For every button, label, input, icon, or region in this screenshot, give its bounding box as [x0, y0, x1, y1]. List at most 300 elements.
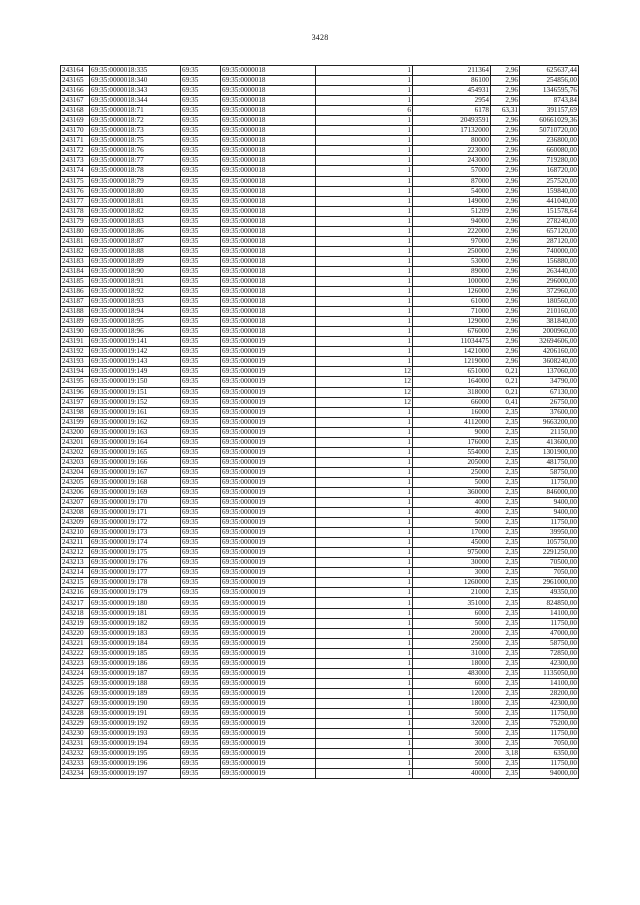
- row-id-cell: 243232: [61, 749, 90, 759]
- group-code-cell: 1: [316, 236, 413, 246]
- cadastral-quarter-cell: 69:35:0000018: [221, 287, 316, 297]
- cadastral-quarter-cell: 69:35:0000018: [221, 266, 316, 276]
- cadastral-number-cell: 69:35:0000018:79: [90, 176, 181, 186]
- specific-value-cell: 2,96: [491, 337, 520, 347]
- cadastral-quarter-cell: 69:35:0000019: [221, 658, 316, 668]
- table-row: [61, 467, 579, 477]
- row-id-cell: 243177: [61, 196, 90, 206]
- specific-value-cell: 2,35: [491, 769, 520, 779]
- cadastral-quarter-cell: 69:35:0000018: [221, 96, 316, 106]
- cadastral-quarter-cell: 69:35:0000019: [221, 367, 316, 377]
- cadastral-value-cell: 1301900,00: [520, 447, 579, 457]
- row-id-cell: 243173: [61, 156, 90, 166]
- zone-code-cell: 69:35: [181, 648, 221, 658]
- cadastral-number-cell: 69:35:0000019:184: [90, 638, 181, 648]
- cadastral-quarter-cell: 69:35:0000019: [221, 487, 316, 497]
- table-row: [61, 246, 579, 256]
- group-code-cell: 1: [316, 297, 413, 307]
- specific-value-cell: 2,35: [491, 688, 520, 698]
- group-code-cell: 1: [316, 759, 413, 769]
- cadastral-value-cell: 28200,00: [520, 688, 579, 698]
- row-id-cell: 243190: [61, 327, 90, 337]
- zone-code-cell: 69:35: [181, 729, 221, 739]
- zone-code-cell: 69:35: [181, 578, 221, 588]
- group-code-cell: 1: [316, 116, 413, 126]
- cadastral-number-cell: 69:35:0000019:178: [90, 578, 181, 588]
- zone-code-cell: 69:35: [181, 276, 221, 286]
- cadastral-value-cell: 58750,00: [520, 467, 579, 477]
- area-cell: 54000: [413, 186, 491, 196]
- cadastral-quarter-cell: 69:35:0000019: [221, 698, 316, 708]
- table-row: [61, 276, 579, 286]
- row-id-cell: 243229: [61, 719, 90, 729]
- table-row: [61, 719, 579, 729]
- cadastral-number-cell: 69:35:0000019:180: [90, 598, 181, 608]
- group-code-cell: 1: [316, 126, 413, 136]
- row-id-cell: 243195: [61, 377, 90, 387]
- table-row: [61, 568, 579, 578]
- specific-value-cell: 2,96: [491, 256, 520, 266]
- cadastral-value-cell: 11750,00: [520, 709, 579, 719]
- cadastral-number-cell: 69:35:0000019:188: [90, 678, 181, 688]
- table-row: [61, 678, 579, 688]
- cadastral-quarter-cell: 69:35:0000019: [221, 437, 316, 447]
- area-cell: 18000: [413, 698, 491, 708]
- zone-code-cell: 69:35: [181, 759, 221, 769]
- cadastral-value-cell: 11750,00: [520, 477, 579, 487]
- row-id-cell: 243204: [61, 467, 90, 477]
- cadastral-number-cell: 69:35:0000018:76: [90, 146, 181, 156]
- row-id-cell: 243216: [61, 588, 90, 598]
- area-cell: 16000: [413, 407, 491, 417]
- cadastral-number-cell: 69:35:0000018:92: [90, 287, 181, 297]
- row-id-cell: 243214: [61, 568, 90, 578]
- row-id-cell: 243217: [61, 598, 90, 608]
- cadastral-quarter-cell: 69:35:0000019: [221, 387, 316, 397]
- row-id-cell: 243181: [61, 236, 90, 246]
- cadastral-number-cell: 69:35:0000019:163: [90, 427, 181, 437]
- cadastral-value-cell: 740000,00: [520, 246, 579, 256]
- specific-value-cell: 2,96: [491, 297, 520, 307]
- cadastral-quarter-cell: 69:35:0000018: [221, 166, 316, 176]
- area-cell: 243000: [413, 156, 491, 166]
- cadastral-quarter-cell: 69:35:0000019: [221, 498, 316, 508]
- row-id-cell: 243179: [61, 216, 90, 226]
- cadastral-quarter-cell: 69:35:0000019: [221, 337, 316, 347]
- table-row: [61, 518, 579, 528]
- row-id-cell: 243172: [61, 146, 90, 156]
- table-row: [61, 447, 579, 457]
- specific-value-cell: 2,96: [491, 206, 520, 216]
- table-row: [61, 196, 579, 206]
- row-id-cell: 243230: [61, 729, 90, 739]
- area-cell: 651000: [413, 367, 491, 377]
- area-cell: 676000: [413, 327, 491, 337]
- cadastral-quarter-cell: 69:35:0000018: [221, 307, 316, 317]
- area-cell: 57000: [413, 166, 491, 176]
- cadastral-value-cell: 34790,00: [520, 377, 579, 387]
- specific-value-cell: 2,96: [491, 66, 520, 76]
- group-code-cell: 1: [316, 698, 413, 708]
- row-id-cell: 243220: [61, 628, 90, 638]
- specific-value-cell: 2,35: [491, 668, 520, 678]
- table-row: [61, 206, 579, 216]
- row-id-cell: 243218: [61, 608, 90, 618]
- row-id-cell: 243211: [61, 538, 90, 548]
- area-cell: 483000: [413, 668, 491, 678]
- area-cell: 318000: [413, 387, 491, 397]
- cadastral-value-cell: 257520,00: [520, 176, 579, 186]
- cadastral-number-cell: 69:35:0000019:191: [90, 709, 181, 719]
- table-row: [61, 538, 579, 548]
- zone-code-cell: 69:35: [181, 337, 221, 347]
- cadastral-value-cell: 287120,00: [520, 236, 579, 246]
- cadastral-value-cell: 210160,00: [520, 307, 579, 317]
- table-row: [61, 498, 579, 508]
- table-row: [61, 578, 579, 588]
- group-code-cell: 1: [316, 287, 413, 297]
- table-row: [61, 658, 579, 668]
- group-code-cell: 1: [316, 749, 413, 759]
- table-row: [61, 347, 579, 357]
- cadastral-value-cell: 7050,00: [520, 739, 579, 749]
- specific-value-cell: 2,35: [491, 628, 520, 638]
- zone-code-cell: 69:35: [181, 407, 221, 417]
- group-code-cell: 1: [316, 487, 413, 497]
- cadastral-value-cell: 2961000,00: [520, 578, 579, 588]
- cadastral-quarter-cell: 69:35:0000019: [221, 477, 316, 487]
- group-code-cell: 1: [316, 266, 413, 276]
- table-row: [61, 698, 579, 708]
- cadastral-value-cell: 42300,00: [520, 658, 579, 668]
- area-cell: 126000: [413, 287, 491, 297]
- table-row: [61, 76, 579, 86]
- cadastral-number-cell: 69:35:0000019:161: [90, 407, 181, 417]
- row-id-cell: 243225: [61, 678, 90, 688]
- area-cell: 3000: [413, 568, 491, 578]
- cadastral-number-cell: 69:35:0000018:335: [90, 66, 181, 76]
- cadastral-value-cell: 846000,00: [520, 487, 579, 497]
- zone-code-cell: 69:35: [181, 628, 221, 638]
- row-id-cell: 243221: [61, 638, 90, 648]
- row-id-cell: 243182: [61, 246, 90, 256]
- area-cell: 6000: [413, 608, 491, 618]
- specific-value-cell: 2,96: [491, 307, 520, 317]
- zone-code-cell: 69:35: [181, 417, 221, 427]
- cadastral-value-cell: 137060,00: [520, 367, 579, 377]
- cadastral-number-cell: 69:35:0000018:96: [90, 327, 181, 337]
- area-cell: 5000: [413, 709, 491, 719]
- group-code-cell: 1: [316, 347, 413, 357]
- area-cell: 71000: [413, 307, 491, 317]
- row-id-cell: 243227: [61, 698, 90, 708]
- group-code-cell: 1: [316, 648, 413, 658]
- row-id-cell: 243234: [61, 769, 90, 779]
- row-id-cell: 243168: [61, 106, 90, 116]
- group-code-cell: 1: [316, 407, 413, 417]
- cadastral-number-cell: 69:35:0000018:89: [90, 256, 181, 266]
- group-code-cell: 1: [316, 709, 413, 719]
- area-cell: 164000: [413, 377, 491, 387]
- group-code-cell: 1: [316, 417, 413, 427]
- group-code-cell: 12: [316, 387, 413, 397]
- specific-value-cell: 2,96: [491, 317, 520, 327]
- table-row: [61, 558, 579, 568]
- cadastral-number-cell: 69:35:0000019:192: [90, 719, 181, 729]
- cadastral-number-cell: 69:35:0000019:183: [90, 628, 181, 638]
- cadastral-number-cell: 69:35:0000019:173: [90, 528, 181, 538]
- group-code-cell: 1: [316, 608, 413, 618]
- row-id-cell: 243171: [61, 136, 90, 146]
- zone-code-cell: 69:35: [181, 528, 221, 538]
- cadastral-value-cell: 180560,00: [520, 297, 579, 307]
- cadastral-quarter-cell: 69:35:0000019: [221, 608, 316, 618]
- area-cell: 97000: [413, 236, 491, 246]
- cadastral-number-cell: 69:35:0000019:151: [90, 387, 181, 397]
- cadastral-value-cell: 14100,00: [520, 678, 579, 688]
- table-row: [61, 236, 579, 246]
- area-cell: 2954: [413, 96, 491, 106]
- group-code-cell: 1: [316, 317, 413, 327]
- zone-code-cell: 69:35: [181, 568, 221, 578]
- area-cell: 66000: [413, 397, 491, 407]
- cadastral-value-cell: 32694606,00: [520, 337, 579, 347]
- cadastral-value-cell: 26750,00: [520, 397, 579, 407]
- row-id-cell: 243189: [61, 317, 90, 327]
- zone-code-cell: 69:35: [181, 558, 221, 568]
- table-row: [61, 156, 579, 166]
- cadastral-value-cell: 296000,00: [520, 276, 579, 286]
- cadastral-number-cell: 69:35:0000018:94: [90, 307, 181, 317]
- area-cell: 6000: [413, 678, 491, 688]
- cadastral-number-cell: 69:35:0000019:141: [90, 337, 181, 347]
- group-code-cell: 1: [316, 146, 413, 156]
- zone-code-cell: 69:35: [181, 688, 221, 698]
- area-cell: 40000: [413, 769, 491, 779]
- zone-code-cell: 69:35: [181, 739, 221, 749]
- cadastral-quarter-cell: 69:35:0000019: [221, 628, 316, 638]
- row-id-cell: 243207: [61, 498, 90, 508]
- specific-value-cell: 2,96: [491, 216, 520, 226]
- group-code-cell: 1: [316, 548, 413, 558]
- group-code-cell: 1: [316, 467, 413, 477]
- cadastral-quarter-cell: 69:35:0000019: [221, 528, 316, 538]
- table-row: [61, 769, 579, 779]
- specific-value-cell: 2,35: [491, 558, 520, 568]
- specific-value-cell: 2,35: [491, 598, 520, 608]
- row-id-cell: 243164: [61, 66, 90, 76]
- area-cell: 211364: [413, 66, 491, 76]
- cadastral-quarter-cell: 69:35:0000018: [221, 76, 316, 86]
- zone-code-cell: 69:35: [181, 618, 221, 628]
- row-id-cell: 243201: [61, 437, 90, 447]
- group-code-cell: 1: [316, 186, 413, 196]
- cadastral-value-cell: 67130,00: [520, 387, 579, 397]
- row-id-cell: 243202: [61, 447, 90, 457]
- cadastral-value-cell: 9663200,00: [520, 417, 579, 427]
- table-row: [61, 307, 579, 317]
- group-code-cell: 6: [316, 106, 413, 116]
- cadastral-number-cell: 69:35:0000018:80: [90, 186, 181, 196]
- cadastral-value-cell: 8743,84: [520, 96, 579, 106]
- zone-code-cell: 69:35: [181, 226, 221, 236]
- group-code-cell: 1: [316, 216, 413, 226]
- row-id-cell: 243191: [61, 337, 90, 347]
- cadastral-quarter-cell: 69:35:0000018: [221, 297, 316, 307]
- cadastral-number-cell: 69:35:0000018:87: [90, 236, 181, 246]
- cadastral-value-cell: 2000960,00: [520, 327, 579, 337]
- zone-code-cell: 69:35: [181, 176, 221, 186]
- area-cell: 4112000: [413, 417, 491, 427]
- group-code-cell: 1: [316, 76, 413, 86]
- zone-code-cell: 69:35: [181, 709, 221, 719]
- cadastral-quarter-cell: 69:35:0000019: [221, 508, 316, 518]
- cadastral-quarter-cell: 69:35:0000018: [221, 106, 316, 116]
- zone-code-cell: 69:35: [181, 256, 221, 266]
- cadastral-quarter-cell: 69:35:0000018: [221, 136, 316, 146]
- zone-code-cell: 69:35: [181, 678, 221, 688]
- group-code-cell: 1: [316, 588, 413, 598]
- zone-code-cell: 69:35: [181, 186, 221, 196]
- area-cell: 17132000: [413, 126, 491, 136]
- specific-value-cell: 2,96: [491, 266, 520, 276]
- cadastral-value-cell: 58750,00: [520, 638, 579, 648]
- zone-code-cell: 69:35: [181, 397, 221, 407]
- page-number: 3428: [311, 33, 329, 42]
- cadastral-value-cell: 47000,00: [520, 628, 579, 638]
- group-code-cell: 1: [316, 618, 413, 628]
- table-row: [61, 638, 579, 648]
- cadastral-quarter-cell: 69:35:0000018: [221, 86, 316, 96]
- cadastral-number-cell: 69:35:0000019:177: [90, 568, 181, 578]
- row-id-cell: 243231: [61, 739, 90, 749]
- zone-code-cell: 69:35: [181, 126, 221, 136]
- cadastral-number-cell: 69:35:0000019:175: [90, 548, 181, 558]
- area-cell: 975000: [413, 548, 491, 558]
- row-id-cell: 243209: [61, 518, 90, 528]
- cadastral-value-cell: 660080,00: [520, 146, 579, 156]
- zone-code-cell: 69:35: [181, 498, 221, 508]
- table-row: [61, 427, 579, 437]
- table-row: [61, 377, 579, 387]
- table-row: [61, 387, 579, 397]
- area-cell: 205000: [413, 457, 491, 467]
- zone-code-cell: 69:35: [181, 347, 221, 357]
- cadastral-value-cell: 3608240,00: [520, 357, 579, 367]
- cadastral-number-cell: 69:35:0000018:88: [90, 246, 181, 256]
- cadastral-value-cell: 254856,00: [520, 76, 579, 86]
- row-id-cell: 243174: [61, 166, 90, 176]
- group-code-cell: 1: [316, 729, 413, 739]
- cadastral-quarter-cell: 69:35:0000019: [221, 749, 316, 759]
- group-code-cell: 1: [316, 427, 413, 437]
- zone-code-cell: 69:35: [181, 447, 221, 457]
- table-row: [61, 337, 579, 347]
- table-row: [61, 729, 579, 739]
- group-code-cell: 1: [316, 156, 413, 166]
- area-cell: 149000: [413, 196, 491, 206]
- specific-value-cell: 2,96: [491, 116, 520, 126]
- cadastral-quarter-cell: 69:35:0000019: [221, 668, 316, 678]
- specific-value-cell: 2,35: [491, 648, 520, 658]
- cadastral-value-cell: 70500,00: [520, 558, 579, 568]
- cadastral-value-cell: 6350,00: [520, 749, 579, 759]
- row-id-cell: 243212: [61, 548, 90, 558]
- cadastral-quarter-cell: 69:35:0000019: [221, 427, 316, 437]
- table-row: [61, 297, 579, 307]
- zone-code-cell: 69:35: [181, 236, 221, 246]
- cadastral-number-cell: 69:35:0000019:194: [90, 739, 181, 749]
- area-cell: 9000: [413, 427, 491, 437]
- table-row: [61, 126, 579, 136]
- specific-value-cell: 0,41: [491, 397, 520, 407]
- row-id-cell: 243213: [61, 558, 90, 568]
- zone-code-cell: 69:35: [181, 518, 221, 528]
- area-cell: 11034475: [413, 337, 491, 347]
- area-cell: 223000: [413, 146, 491, 156]
- specific-value-cell: 2,96: [491, 146, 520, 156]
- cadastral-value-cell: 105750,00: [520, 538, 579, 548]
- specific-value-cell: 2,35: [491, 417, 520, 427]
- cadastral-quarter-cell: 69:35:0000018: [221, 216, 316, 226]
- specific-value-cell: 2,35: [491, 457, 520, 467]
- zone-code-cell: 69:35: [181, 246, 221, 256]
- area-cell: 5000: [413, 618, 491, 628]
- row-id-cell: 243219: [61, 618, 90, 628]
- area-cell: 18000: [413, 658, 491, 668]
- row-id-cell: 243185: [61, 276, 90, 286]
- cadastral-value-cell: 168720,00: [520, 166, 579, 176]
- cadastral-value-cell: 39950,00: [520, 528, 579, 538]
- cadastral-quarter-cell: 69:35:0000018: [221, 186, 316, 196]
- row-id-cell: 243205: [61, 477, 90, 487]
- area-cell: 2000: [413, 749, 491, 759]
- area-cell: 250000: [413, 246, 491, 256]
- specific-value-cell: 2,96: [491, 236, 520, 246]
- specific-value-cell: 2,96: [491, 276, 520, 286]
- zone-code-cell: 69:35: [181, 206, 221, 216]
- specific-value-cell: 2,35: [491, 548, 520, 558]
- zone-code-cell: 69:35: [181, 457, 221, 467]
- cadastral-value-cell: 263440,00: [520, 266, 579, 276]
- area-cell: 6178: [413, 106, 491, 116]
- cadastral-value-cell: 14100,00: [520, 608, 579, 618]
- cadastral-value-cell: 441040,00: [520, 196, 579, 206]
- cadastral-number-cell: 69:35:0000018:78: [90, 166, 181, 176]
- specific-value-cell: 2,96: [491, 226, 520, 236]
- cadastral-number-cell: 69:35:0000019:152: [90, 397, 181, 407]
- cadastral-value-cell: 9400,00: [520, 498, 579, 508]
- area-cell: 222000: [413, 226, 491, 236]
- cadastral-value-cell: 49350,00: [520, 588, 579, 598]
- cadastral-value-cell: 60661029,36: [520, 116, 579, 126]
- area-cell: 20000: [413, 628, 491, 638]
- specific-value-cell: 2,96: [491, 96, 520, 106]
- cadastral-quarter-cell: 69:35:0000019: [221, 638, 316, 648]
- specific-value-cell: 2,96: [491, 126, 520, 136]
- zone-code-cell: 69:35: [181, 317, 221, 327]
- zone-code-cell: 69:35: [181, 477, 221, 487]
- table-row: [61, 548, 579, 558]
- cadastral-value-cell: 1346595,76: [520, 86, 579, 96]
- table-row: [61, 618, 579, 628]
- cadastral-quarter-cell: 69:35:0000019: [221, 769, 316, 779]
- zone-code-cell: 69:35: [181, 297, 221, 307]
- group-code-cell: 1: [316, 658, 413, 668]
- cadastral-quarter-cell: 69:35:0000018: [221, 196, 316, 206]
- cadastral-quarter-cell: 69:35:0000019: [221, 729, 316, 739]
- table-row: [61, 96, 579, 106]
